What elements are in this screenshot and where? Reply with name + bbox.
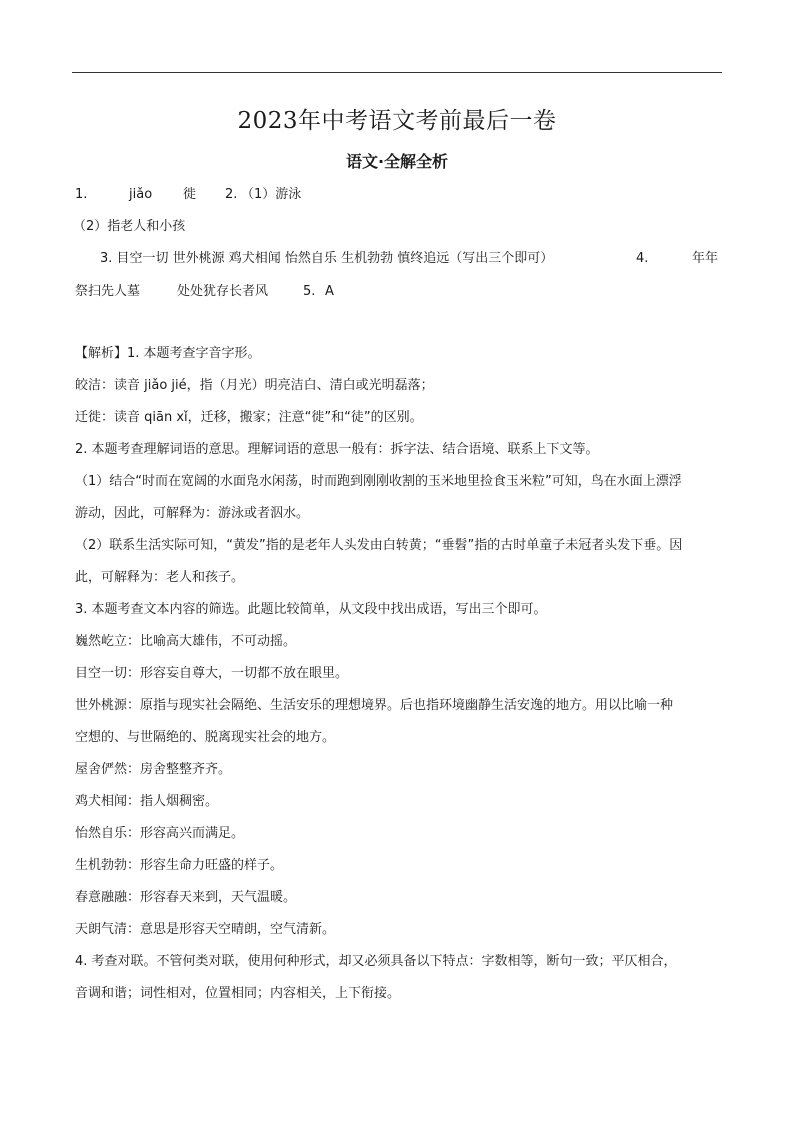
analysis-line: 4. 考查对联。不管何类对联，使用何种形式，却又必须具备以下特点：字数相等，断句一致；平仄相合， — [75, 954, 677, 969]
header-rule — [72, 72, 722, 73]
q4-answer-second: 处处犹存长者风 — [177, 284, 269, 299]
answers-line-3 — [100, 250, 553, 268]
analysis-line: （1）结合“时而在宽阔的水面凫水闲荡，时而跑到刚刚收割的玉米地里捡食玉米粒”可知，鸟在水面上漂浮 — [75, 474, 682, 489]
q4-answer-rest: 祭扫先人墓 — [75, 284, 141, 299]
analysis-line: 屋舍俨然：房舍整整齐齐。 — [75, 762, 232, 777]
document-subtitle: 语文·全解全析 — [345, 152, 449, 171]
analysis-line: 2. 本题考查理解词语的意思。理解词语的意思一般有：拆字法、结合语境、联系上下文等。 — [75, 442, 599, 457]
analysis-line: 音调和谐；词性相对，位置相同；内容相关，上下衔接。 — [75, 986, 401, 1001]
analysis-line: 游动，因此，可解释为：游泳或者泅水。 — [75, 506, 310, 521]
q5-answer: A — [325, 284, 334, 299]
analysis-line: 迁徙：读音 qiān xǐ，迁移，搬家；注意“徙”和“徒”的区别。 — [75, 410, 423, 425]
q1-pinyin: jiǎo — [129, 187, 153, 202]
q5-number: 5. — [303, 284, 316, 299]
q2-answer-1: （1）游泳 — [241, 187, 302, 202]
q2-number: 2. — [225, 187, 238, 202]
q1-number: 1. — [75, 187, 88, 202]
analysis-line: 巍然屹立：比喻高大雄伟，不可动摇。 — [75, 634, 297, 649]
analysis-line: 春意融融：形容春天来到，天气温暖。 — [75, 890, 297, 905]
analysis-line: 怡然自乐：形容高兴而满足。 — [75, 826, 245, 841]
q3-answer: 3. 目空一切 世外桃源 鸡犬相闻 怡然自乐 生机勃勃 慎终追远（写出三个即可） — [100, 251, 554, 266]
analysis-line: 此，可解释为：老人和孩子。 — [75, 570, 245, 585]
q1-character: 徙 — [183, 187, 197, 202]
q4-answer-start: 年年 — [692, 251, 719, 266]
analysis-line: 天朗气清：意思是形容天空晴朗，空气清新。 — [75, 922, 336, 937]
analysis-line: 鸡犬相闻：指人烟稠密。 — [75, 794, 219, 809]
analysis-line: 【解析】1. 本题考查字音字形。 — [75, 346, 261, 361]
document-title: 2023年中考语文考前最后一卷 — [237, 108, 557, 134]
analysis-line: 世外桃源：原指与现实社会隔绝、生活安乐的理想境界。后也指环境幽静生活安逸的地方。用以比喻一种 — [75, 698, 674, 713]
analysis-line: 空想的、与世隔绝的、脱离现实社会的地方。 — [75, 730, 336, 745]
analysis-line: 目空一切：形容妄自尊大，一切都不放在眼里。 — [75, 666, 349, 681]
q4-number: 4. — [636, 251, 649, 266]
analysis-line: 3. 本题考查文本内容的筛选。此题比较简单，从文段中找出成语，写出三个即可。 — [75, 602, 547, 617]
analysis-line: 皎洁：读音 jiǎo jié，指（月光）明亮洁白、清白或光明磊落； — [75, 378, 434, 393]
analysis-line: （2）联系生活实际可知，“黄发”指的是老年人头发由白转黄；“垂髫”指的古时单童子未冠者头发下垂。因 — [75, 538, 683, 553]
analysis-line: 生机勃勃：形容生命力旺盛的样子。 — [75, 858, 284, 873]
answers-line-2: （2）指老人和小孩 — [73, 219, 186, 234]
